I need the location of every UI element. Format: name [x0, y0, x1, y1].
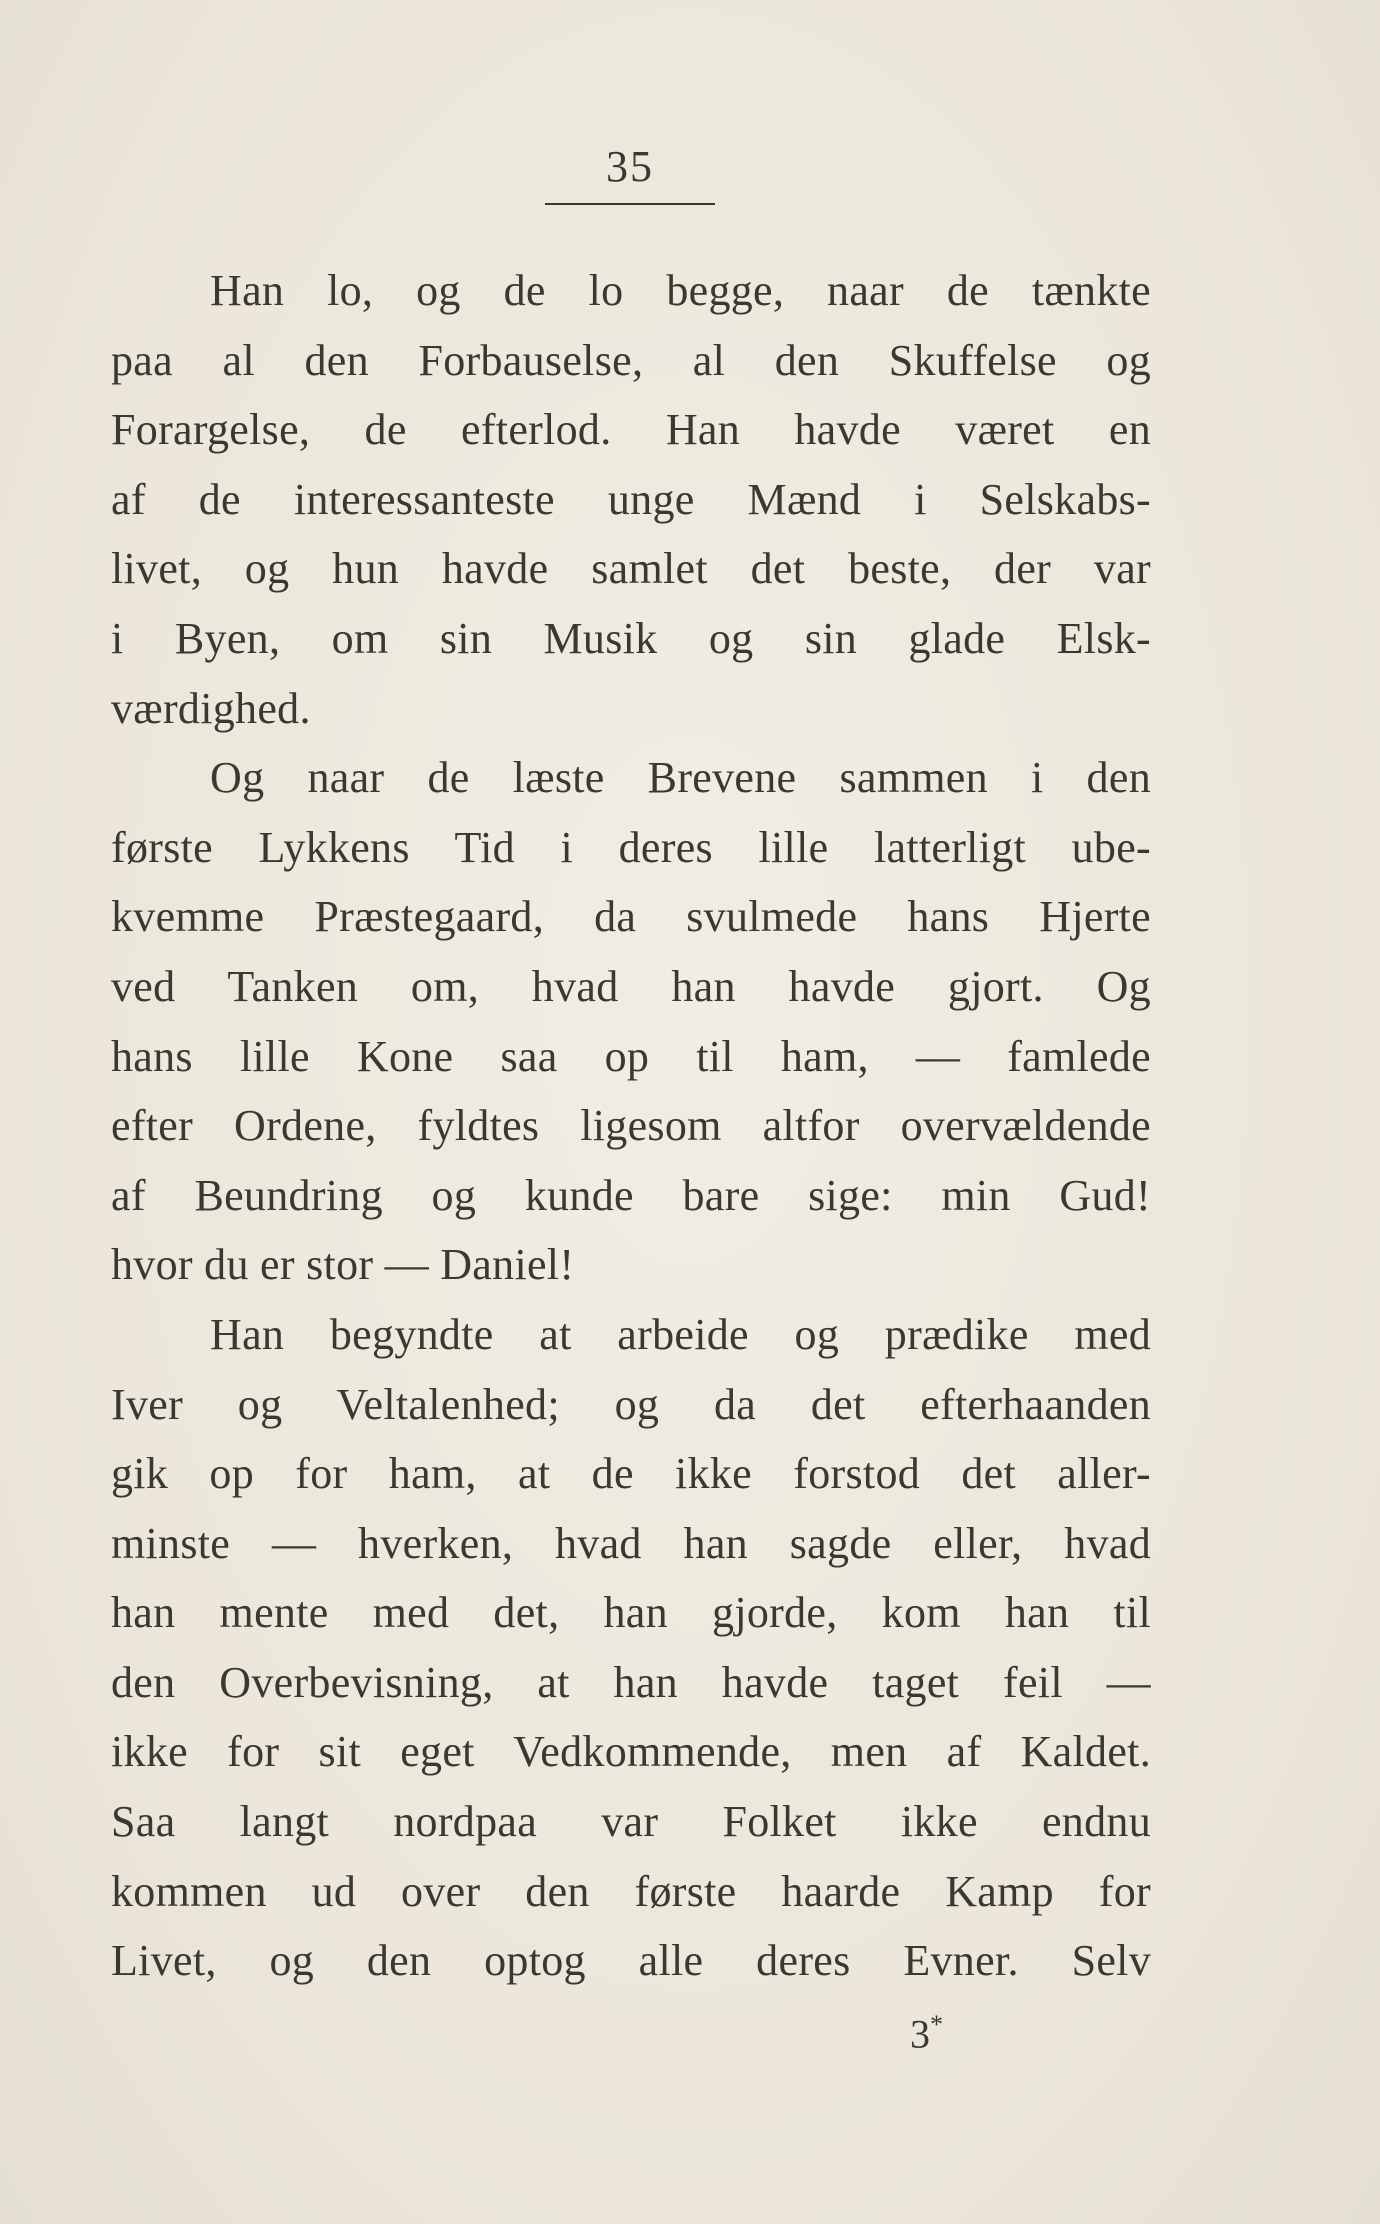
text-line: hans lille Kone saa op til ham, — famlede	[111, 1031, 1151, 1081]
text-line: Iver og Veltalenhed; og da det efterhaanden	[111, 1379, 1151, 1429]
text-line: af de interessanteste unge Mænd i Selskabs-	[111, 474, 1151, 524]
page-number: 35	[606, 142, 654, 191]
text-line: i Byen, om sin Musik og sin glade Elsk-	[111, 613, 1151, 663]
text-line: efter Ordene, fyldtes ligesom altfor overvældende	[111, 1101, 1151, 1151]
text-line: Saa langt nordpaa var Folket ikke endnu	[111, 1797, 1151, 1847]
text-line: første Lykkens Tid i deres lille latterligt ube-	[111, 822, 1151, 872]
signature-mark	[910, 2000, 943, 2059]
text-line: hvor du er stor — Daniel!	[111, 1240, 575, 1290]
text-line: den Overbevisning, at han havde taget feil —	[111, 1657, 1151, 1707]
text-line: Og naar de læste Brevene sammen i den	[210, 753, 1151, 803]
page-number-rule	[545, 203, 715, 205]
body-text	[111, 256, 1151, 1996]
text-line: minste — hverken, hvad han sagde eller, hvad	[111, 1518, 1151, 1568]
text-line: paa al den Forbauselse, al den Skuffelse og	[111, 335, 1151, 385]
text-line: livet, og hun havde samlet det beste, der var	[111, 544, 1151, 594]
text-line: Han begyndte at arbeide og prædike med	[210, 1309, 1151, 1359]
signature-number: 3	[910, 2011, 930, 2057]
text-line: ikke for sit eget Vedkommende, men af Kaldet.	[111, 1727, 1151, 1777]
text-line: Forargelse, de efterlod. Han havde været en	[111, 405, 1151, 455]
text-line: værdighed.	[111, 683, 311, 733]
text-line: Livet, og den optog alle deres Evner. Selv	[111, 1936, 1151, 1986]
text-line: Han lo, og de lo begge, naar de tænkte	[210, 266, 1151, 315]
text-line: af Beundring og kunde bare sige: min Gud!	[111, 1170, 1151, 1220]
text-line: gik op for ham, at de ikke forstod det aller-	[111, 1449, 1151, 1499]
text-line: kommen ud over den første haarde Kamp for	[111, 1866, 1151, 1916]
text-line: kvemme Præstegaard, da svulmede hans Hjerte	[111, 892, 1151, 942]
text-line: ved Tanken om, hvad han havde gjort. Og	[111, 961, 1151, 1011]
text-line: han mente med det, han gjorde, kom han til	[111, 1588, 1151, 1638]
signature-asterisk: *	[930, 2010, 943, 2039]
